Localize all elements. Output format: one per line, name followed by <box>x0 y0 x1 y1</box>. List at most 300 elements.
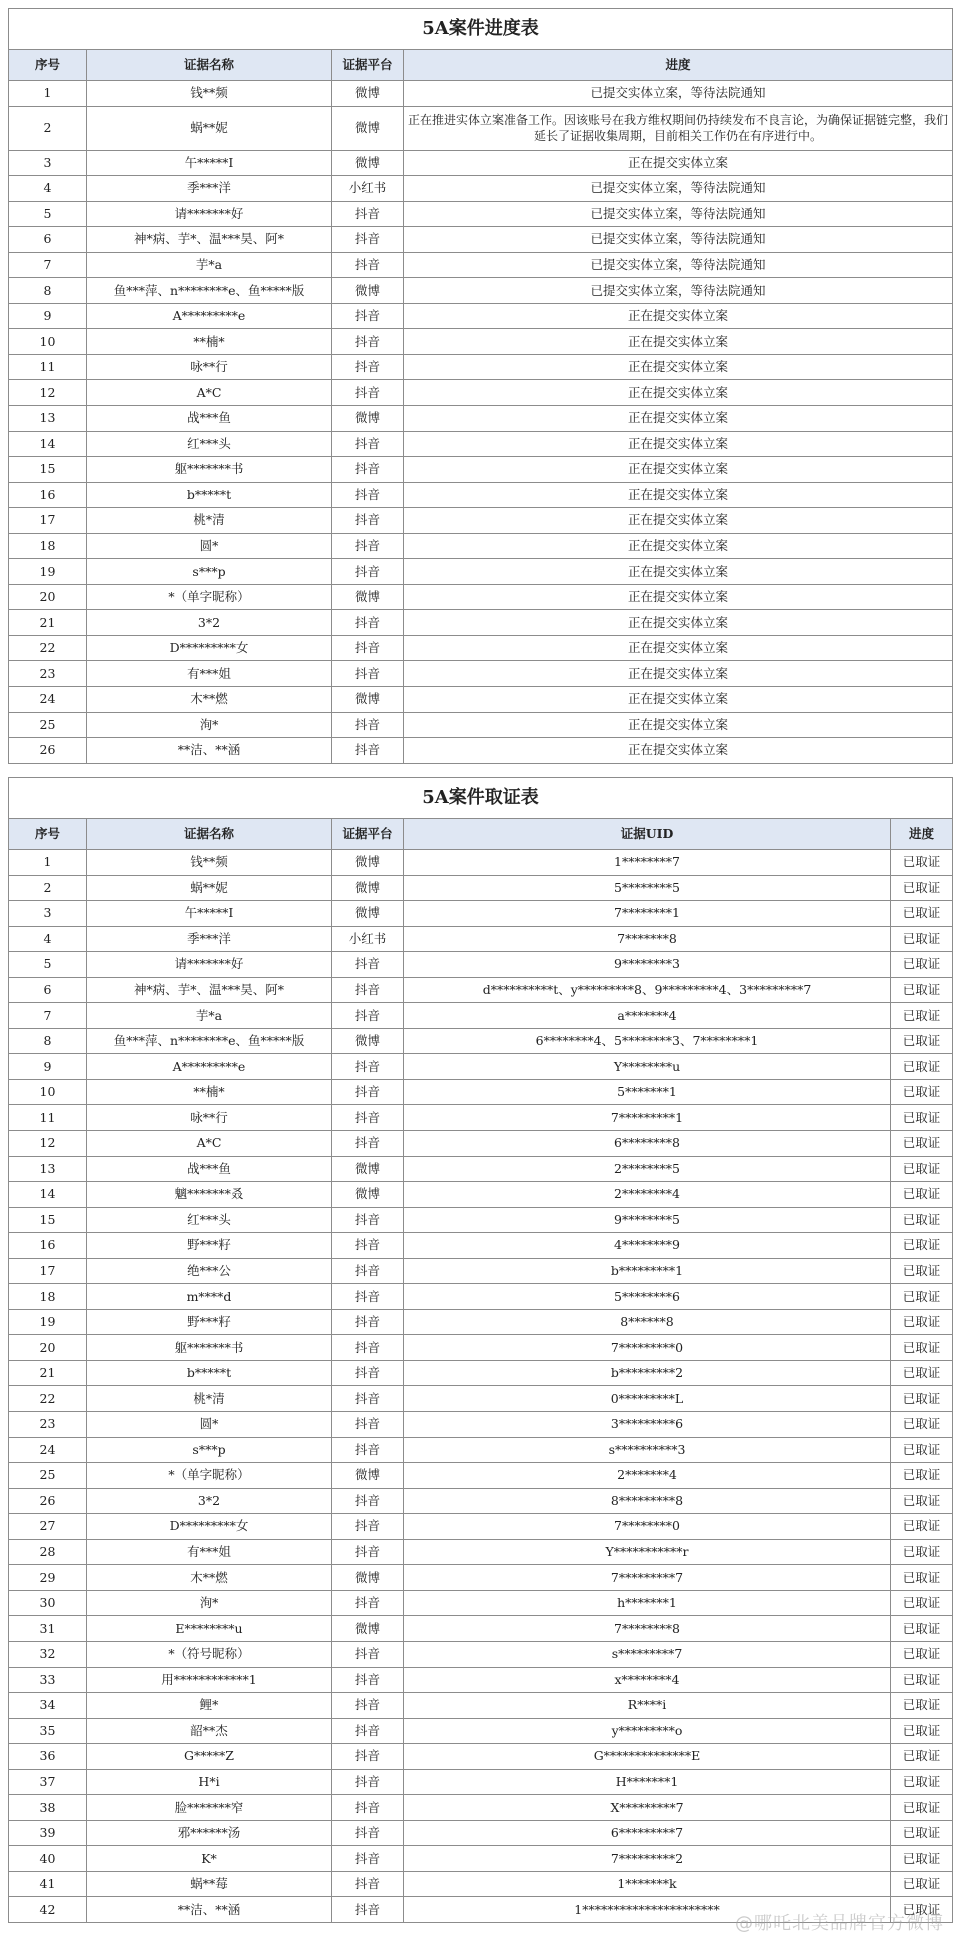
index-cell: 20 <box>9 1335 87 1361</box>
evidence-name-cell: 桃*清 <box>87 508 332 534</box>
index-cell: 24 <box>9 1437 87 1463</box>
status-cell: 已取证 <box>891 1003 953 1029</box>
status-cell: 已取证 <box>891 1744 953 1770</box>
index-cell: 23 <box>9 1412 87 1438</box>
progress-cell: 正在提交实体立案 <box>404 431 953 457</box>
progress-cell: 正在提交实体立案 <box>404 354 953 380</box>
case-progress-table <box>8 8 953 764</box>
table-row <box>9 482 953 508</box>
evidence-name-cell: 战***鱼 <box>87 1156 332 1182</box>
evidence-name-cell: A*********e <box>87 303 332 329</box>
table-row <box>9 1054 953 1080</box>
header-cell: 进度 <box>891 819 953 850</box>
table-row <box>9 559 953 585</box>
platform-cell: 抖音 <box>332 1514 404 1540</box>
table-row <box>9 952 953 978</box>
platform-cell: 微博 <box>332 687 404 713</box>
index-cell: 34 <box>9 1693 87 1719</box>
status-cell: 已取证 <box>891 1437 953 1463</box>
index-cell: 22 <box>9 1386 87 1412</box>
index-cell: 8 <box>9 278 87 304</box>
table-row <box>9 176 953 202</box>
platform-cell: 抖音 <box>332 1131 404 1157</box>
table-row <box>9 1488 953 1514</box>
index-cell: 6 <box>9 227 87 253</box>
table-row <box>9 1131 953 1157</box>
table-row <box>9 508 953 534</box>
index-cell: 11 <box>9 1105 87 1131</box>
index-cell: 5 <box>9 952 87 978</box>
index-cell: 9 <box>9 1054 87 1080</box>
index-cell: 21 <box>9 610 87 636</box>
evidence-name-cell: 洵* <box>87 712 332 738</box>
progress-cell: 正在提交实体立案 <box>404 533 953 559</box>
evidence-name-cell: *（符号昵称） <box>87 1641 332 1667</box>
index-cell: 16 <box>9 1233 87 1259</box>
table-row <box>9 1820 953 1846</box>
progress-cell: 已提交实体立案，等待法院通知 <box>404 252 953 278</box>
platform-cell: 抖音 <box>332 1641 404 1667</box>
evidence-name-cell: **洁、**涵 <box>87 738 332 764</box>
progress-cell: 正在提交实体立案 <box>404 508 953 534</box>
status-cell: 已取证 <box>891 1693 953 1719</box>
index-cell: 17 <box>9 508 87 534</box>
evidence-name-cell: K* <box>87 1846 332 1872</box>
platform-cell: 抖音 <box>332 201 404 227</box>
index-cell: 25 <box>9 712 87 738</box>
platform-cell: 抖音 <box>332 1386 404 1412</box>
table-title: 5A案件进度表 <box>9 9 953 50</box>
uid-cell: 8*********8 <box>404 1488 891 1514</box>
table-row <box>9 1769 953 1795</box>
platform-cell: 抖音 <box>332 508 404 534</box>
table-row <box>9 901 953 927</box>
evidence-name-cell: 脸*******窄 <box>87 1795 332 1821</box>
uid-cell: b*********2 <box>404 1360 891 1386</box>
header-cell: 证据平台 <box>332 50 404 81</box>
evidence-name-cell: 有***姐 <box>87 1539 332 1565</box>
platform-cell: 微博 <box>332 584 404 610</box>
index-cell: 35 <box>9 1718 87 1744</box>
index-cell: 32 <box>9 1641 87 1667</box>
status-cell: 已取证 <box>891 1488 953 1514</box>
uid-cell: 3*********6 <box>404 1412 891 1438</box>
evidence-name-cell: 蜗**妮 <box>87 106 332 150</box>
platform-cell: 抖音 <box>332 1744 404 1770</box>
status-cell: 已取证 <box>891 1718 953 1744</box>
index-cell: 18 <box>9 1284 87 1310</box>
status-cell: 已取证 <box>891 952 953 978</box>
progress-cell: 已提交实体立案，等待法院通知 <box>404 201 953 227</box>
uid-cell: 6********8 <box>404 1131 891 1157</box>
evidence-name-cell: 鱼***萍、n********e、鱼*****版 <box>87 1028 332 1054</box>
progress-cell: 正在提交实体立案 <box>404 687 953 713</box>
platform-cell: 抖音 <box>332 1309 404 1335</box>
table-row <box>9 1641 953 1667</box>
evidence-name-cell: G*****Z <box>87 1744 332 1770</box>
platform-cell: 抖音 <box>332 1079 404 1105</box>
table-row <box>9 1514 953 1540</box>
evidence-name-cell: 木**燃 <box>87 1565 332 1591</box>
index-cell: 29 <box>9 1565 87 1591</box>
platform-cell: 小红书 <box>332 926 404 952</box>
platform-cell: 抖音 <box>332 738 404 764</box>
index-cell: 40 <box>9 1846 87 1872</box>
evidence-name-cell: 咏**行 <box>87 1105 332 1131</box>
index-cell: 3 <box>9 150 87 176</box>
index-cell: 12 <box>9 1131 87 1157</box>
index-cell: 4 <box>9 926 87 952</box>
platform-cell: 微博 <box>332 1182 404 1208</box>
evidence-name-cell: 蜗**莓 <box>87 1871 332 1897</box>
evidence-name-cell: 咏**行 <box>87 354 332 380</box>
platform-cell: 抖音 <box>332 1437 404 1463</box>
evidence-name-cell: E********u <box>87 1616 332 1642</box>
table-row <box>9 1284 953 1310</box>
status-cell: 已取证 <box>891 926 953 952</box>
status-cell: 已取证 <box>891 1871 953 1897</box>
evidence-name-cell: *（单字昵称） <box>87 1463 332 1489</box>
status-cell: 已取证 <box>891 875 953 901</box>
header-cell: 序号 <box>9 50 87 81</box>
uid-cell: Y***********r <box>404 1539 891 1565</box>
uid-cell: 7********1 <box>404 901 891 927</box>
index-cell: 36 <box>9 1744 87 1770</box>
evidence-name-cell: 午*****I <box>87 901 332 927</box>
table-title: 5A案件取证表 <box>9 778 953 819</box>
progress-cell: 正在提交实体立案 <box>404 610 953 636</box>
table-row <box>9 1846 953 1872</box>
index-cell: 31 <box>9 1616 87 1642</box>
platform-cell: 抖音 <box>332 1871 404 1897</box>
platform-cell: 微博 <box>332 850 404 876</box>
index-cell: 23 <box>9 661 87 687</box>
progress-cell: 已提交实体立案，等待法院通知 <box>404 227 953 253</box>
progress-cell: 正在提交实体立案 <box>404 329 953 355</box>
table-row <box>9 1258 953 1284</box>
status-cell: 已取证 <box>891 1335 953 1361</box>
progress-cell: 正在提交实体立案 <box>404 559 953 585</box>
evidence-name-cell: 圆* <box>87 1412 332 1438</box>
platform-cell: 微博 <box>332 1028 404 1054</box>
table-row <box>9 81 953 107</box>
platform-cell: 微博 <box>332 1616 404 1642</box>
uid-cell: d**********t、y*********8、9*********4、3*********7 <box>404 977 891 1003</box>
evidence-name-cell: 红***头 <box>87 1207 332 1233</box>
index-cell: 41 <box>9 1871 87 1897</box>
status-cell: 已取证 <box>891 901 953 927</box>
table-row <box>9 106 953 150</box>
platform-cell: 抖音 <box>332 635 404 661</box>
table-row <box>9 1795 953 1821</box>
index-cell: 42 <box>9 1897 87 1923</box>
index-cell: 2 <box>9 106 87 150</box>
index-cell: 7 <box>9 1003 87 1029</box>
platform-cell: 微博 <box>332 106 404 150</box>
evidence-name-cell: 野***籽 <box>87 1309 332 1335</box>
index-cell: 1 <box>9 850 87 876</box>
evidence-name-cell: 野***籽 <box>87 1233 332 1259</box>
index-cell: 39 <box>9 1820 87 1846</box>
status-cell: 已取证 <box>891 1565 953 1591</box>
status-cell: 已取证 <box>891 1182 953 1208</box>
evidence-name-cell: 鱼***萍、n********e、鱼*****版 <box>87 278 332 304</box>
evidence-name-cell: 芋*a <box>87 1003 332 1029</box>
index-cell: 2 <box>9 875 87 901</box>
table-row <box>9 533 953 559</box>
progress-cell: 已提交实体立案，等待法院通知 <box>404 176 953 202</box>
index-cell: 9 <box>9 303 87 329</box>
platform-cell: 微博 <box>332 150 404 176</box>
uid-cell: 0*********L <box>404 1386 891 1412</box>
uid-cell: Y********u <box>404 1054 891 1080</box>
table-row <box>9 1718 953 1744</box>
platform-cell: 抖音 <box>332 1795 404 1821</box>
platform-cell: 抖音 <box>332 1693 404 1719</box>
status-cell: 已取证 <box>891 977 953 1003</box>
index-cell: 21 <box>9 1360 87 1386</box>
index-cell: 1 <box>9 81 87 107</box>
platform-cell: 抖音 <box>332 1718 404 1744</box>
evidence-name-cell: 有***姐 <box>87 661 332 687</box>
table-row <box>9 150 953 176</box>
evidence-name-cell: D*********女 <box>87 1514 332 1540</box>
progress-cell: 正在提交实体立案 <box>404 457 953 483</box>
index-cell: 33 <box>9 1667 87 1693</box>
status-cell: 已取证 <box>891 1131 953 1157</box>
status-cell: 已取证 <box>891 1539 953 1565</box>
header-cell: 证据UID <box>404 819 891 850</box>
platform-cell: 抖音 <box>332 712 404 738</box>
platform-cell: 抖音 <box>332 1284 404 1310</box>
table-row <box>9 712 953 738</box>
platform-cell: 微博 <box>332 278 404 304</box>
evidence-name-cell: m****d <box>87 1284 332 1310</box>
index-cell: 11 <box>9 354 87 380</box>
index-cell: 5 <box>9 201 87 227</box>
status-cell: 已取证 <box>891 1386 953 1412</box>
platform-cell: 抖音 <box>332 559 404 585</box>
uid-cell: 8******8 <box>404 1309 891 1335</box>
status-cell: 已取证 <box>891 1846 953 1872</box>
evidence-name-cell: 钱**频 <box>87 850 332 876</box>
table-row <box>9 1693 953 1719</box>
table-row <box>9 635 953 661</box>
progress-cell: 正在提交实体立案 <box>404 150 953 176</box>
uid-cell: 5********6 <box>404 1284 891 1310</box>
platform-cell: 抖音 <box>332 227 404 253</box>
progress-cell: 正在提交实体立案 <box>404 661 953 687</box>
index-cell: 8 <box>9 1028 87 1054</box>
evidence-name-cell: s***p <box>87 559 332 585</box>
uid-cell: 7********8 <box>404 1616 891 1642</box>
table-body <box>9 81 953 764</box>
status-cell: 已取证 <box>891 1233 953 1259</box>
progress-cell: 已提交实体立案，等待法院通知 <box>404 278 953 304</box>
uid-cell: 9********3 <box>404 952 891 978</box>
index-cell: 20 <box>9 584 87 610</box>
evidence-name-cell: **楠* <box>87 329 332 355</box>
platform-cell: 抖音 <box>332 1539 404 1565</box>
table-body <box>9 850 953 1923</box>
evidence-name-cell: D*********女 <box>87 635 332 661</box>
evidence-name-cell: 桃*清 <box>87 1386 332 1412</box>
uid-cell: 5********5 <box>404 875 891 901</box>
status-cell: 已取证 <box>891 1412 953 1438</box>
uid-cell: 9********5 <box>404 1207 891 1233</box>
platform-cell: 抖音 <box>332 661 404 687</box>
table-row <box>9 1105 953 1131</box>
platform-cell: 微博 <box>332 901 404 927</box>
table-row <box>9 227 953 253</box>
table-row <box>9 687 953 713</box>
evidence-name-cell: 战***鱼 <box>87 406 332 432</box>
progress-cell: 正在提交实体立案 <box>404 635 953 661</box>
evidence-name-cell: s***p <box>87 1437 332 1463</box>
uid-cell: y*********o <box>404 1718 891 1744</box>
status-cell: 已取证 <box>891 1054 953 1080</box>
evidence-name-cell: 3*2 <box>87 1488 332 1514</box>
table-row <box>9 1309 953 1335</box>
platform-cell: 抖音 <box>332 1233 404 1259</box>
status-cell: 已取证 <box>891 850 953 876</box>
progress-cell: 已提交实体立案，等待法院通知 <box>404 81 953 107</box>
uid-cell: 7********0 <box>404 1514 891 1540</box>
header-cell: 证据名称 <box>87 50 332 81</box>
progress-cell: 正在提交实体立案 <box>404 380 953 406</box>
evidence-name-cell: 木**燃 <box>87 687 332 713</box>
evidence-name-cell: A*C <box>87 380 332 406</box>
uid-cell: X*********7 <box>404 1795 891 1821</box>
index-cell: 15 <box>9 1207 87 1233</box>
uid-cell: a*******4 <box>404 1003 891 1029</box>
uid-cell: s*********7 <box>404 1641 891 1667</box>
status-cell: 已取证 <box>891 1641 953 1667</box>
uid-cell: s**********3 <box>404 1437 891 1463</box>
uid-cell: 7*********7 <box>404 1565 891 1591</box>
uid-cell: 7*********0 <box>404 1335 891 1361</box>
status-cell: 已取证 <box>891 1258 953 1284</box>
progress-cell: 正在提交实体立案 <box>404 406 953 432</box>
progress-cell: 正在提交实体立案 <box>404 482 953 508</box>
uid-cell: 7*******8 <box>404 926 891 952</box>
platform-cell: 抖音 <box>332 977 404 1003</box>
uid-cell: H*******1 <box>404 1769 891 1795</box>
platform-cell: 抖音 <box>332 952 404 978</box>
index-cell: 18 <box>9 533 87 559</box>
index-cell: 19 <box>9 559 87 585</box>
index-cell: 30 <box>9 1590 87 1616</box>
platform-cell: 微博 <box>332 875 404 901</box>
platform-cell: 抖音 <box>332 457 404 483</box>
platform-cell: 抖音 <box>332 431 404 457</box>
evidence-name-cell: 用************1 <box>87 1667 332 1693</box>
index-cell: 16 <box>9 482 87 508</box>
table-row <box>9 610 953 636</box>
uid-cell: 6*********7 <box>404 1820 891 1846</box>
evidence-name-cell: 芋*a <box>87 252 332 278</box>
evidence-name-cell: 邪******汤 <box>87 1820 332 1846</box>
evidence-name-cell: b*****t <box>87 482 332 508</box>
platform-cell: 抖音 <box>332 533 404 559</box>
evidence-name-cell: A*********e <box>87 1054 332 1080</box>
status-cell: 已取证 <box>891 1360 953 1386</box>
platform-cell: 抖音 <box>332 354 404 380</box>
status-cell: 已取证 <box>891 1667 953 1693</box>
table-row <box>9 850 953 876</box>
platform-cell: 抖音 <box>332 1412 404 1438</box>
evidence-name-cell: 请*******好 <box>87 952 332 978</box>
platform-cell: 抖音 <box>332 1105 404 1131</box>
status-cell: 已取证 <box>891 1105 953 1131</box>
status-cell: 已取证 <box>891 1590 953 1616</box>
status-cell: 已取证 <box>891 1028 953 1054</box>
table-row <box>9 303 953 329</box>
index-cell: 6 <box>9 977 87 1003</box>
header-cell: 进度 <box>404 50 953 81</box>
table-row <box>9 926 953 952</box>
table-header-row <box>9 50 953 81</box>
platform-cell: 微博 <box>332 1156 404 1182</box>
evidence-name-cell: 蜗**妮 <box>87 875 332 901</box>
uid-cell: 4********9 <box>404 1233 891 1259</box>
progress-cell: 正在提交实体立案 <box>404 738 953 764</box>
platform-cell: 抖音 <box>332 610 404 636</box>
evidence-name-cell: 神*病、芋*、温***昊、阿* <box>87 977 332 1003</box>
platform-cell: 抖音 <box>332 380 404 406</box>
index-cell: 7 <box>9 252 87 278</box>
platform-cell: 小红书 <box>332 176 404 202</box>
status-cell: 已取证 <box>891 1284 953 1310</box>
index-cell: 25 <box>9 1463 87 1489</box>
header-cell: 证据平台 <box>332 819 404 850</box>
table-row <box>9 1003 953 1029</box>
table-row <box>9 354 953 380</box>
status-cell: 已取证 <box>891 1795 953 1821</box>
platform-cell: 抖音 <box>332 1054 404 1080</box>
platform-cell: 抖音 <box>332 1897 404 1923</box>
status-cell: 已取证 <box>891 1463 953 1489</box>
platform-cell: 抖音 <box>332 482 404 508</box>
evidence-name-cell: **楠* <box>87 1079 332 1105</box>
platform-cell: 抖音 <box>332 1335 404 1361</box>
platform-cell: 微博 <box>332 406 404 432</box>
uid-cell: h*******1 <box>404 1590 891 1616</box>
table-row <box>9 1233 953 1259</box>
table-row <box>9 1565 953 1591</box>
index-cell: 28 <box>9 1539 87 1565</box>
progress-cell: 正在提交实体立案 <box>404 584 953 610</box>
platform-cell: 抖音 <box>332 1258 404 1284</box>
status-cell: 已取证 <box>891 1309 953 1335</box>
table-row <box>9 584 953 610</box>
table-header-row <box>9 819 953 850</box>
status-cell: 已取证 <box>891 1156 953 1182</box>
uid-cell: G**************E <box>404 1744 891 1770</box>
table-row <box>9 661 953 687</box>
evidence-name-cell: 圆* <box>87 533 332 559</box>
platform-cell: 抖音 <box>332 1590 404 1616</box>
uid-cell: 6********4、5********3、7********1 <box>404 1028 891 1054</box>
index-cell: 37 <box>9 1769 87 1795</box>
uid-cell: 7*********1 <box>404 1105 891 1131</box>
evidence-name-cell: A*C <box>87 1131 332 1157</box>
table-row <box>9 1667 953 1693</box>
table-row <box>9 252 953 278</box>
uid-cell: 5*******1 <box>404 1079 891 1105</box>
platform-cell: 抖音 <box>332 329 404 355</box>
table-row <box>9 406 953 432</box>
